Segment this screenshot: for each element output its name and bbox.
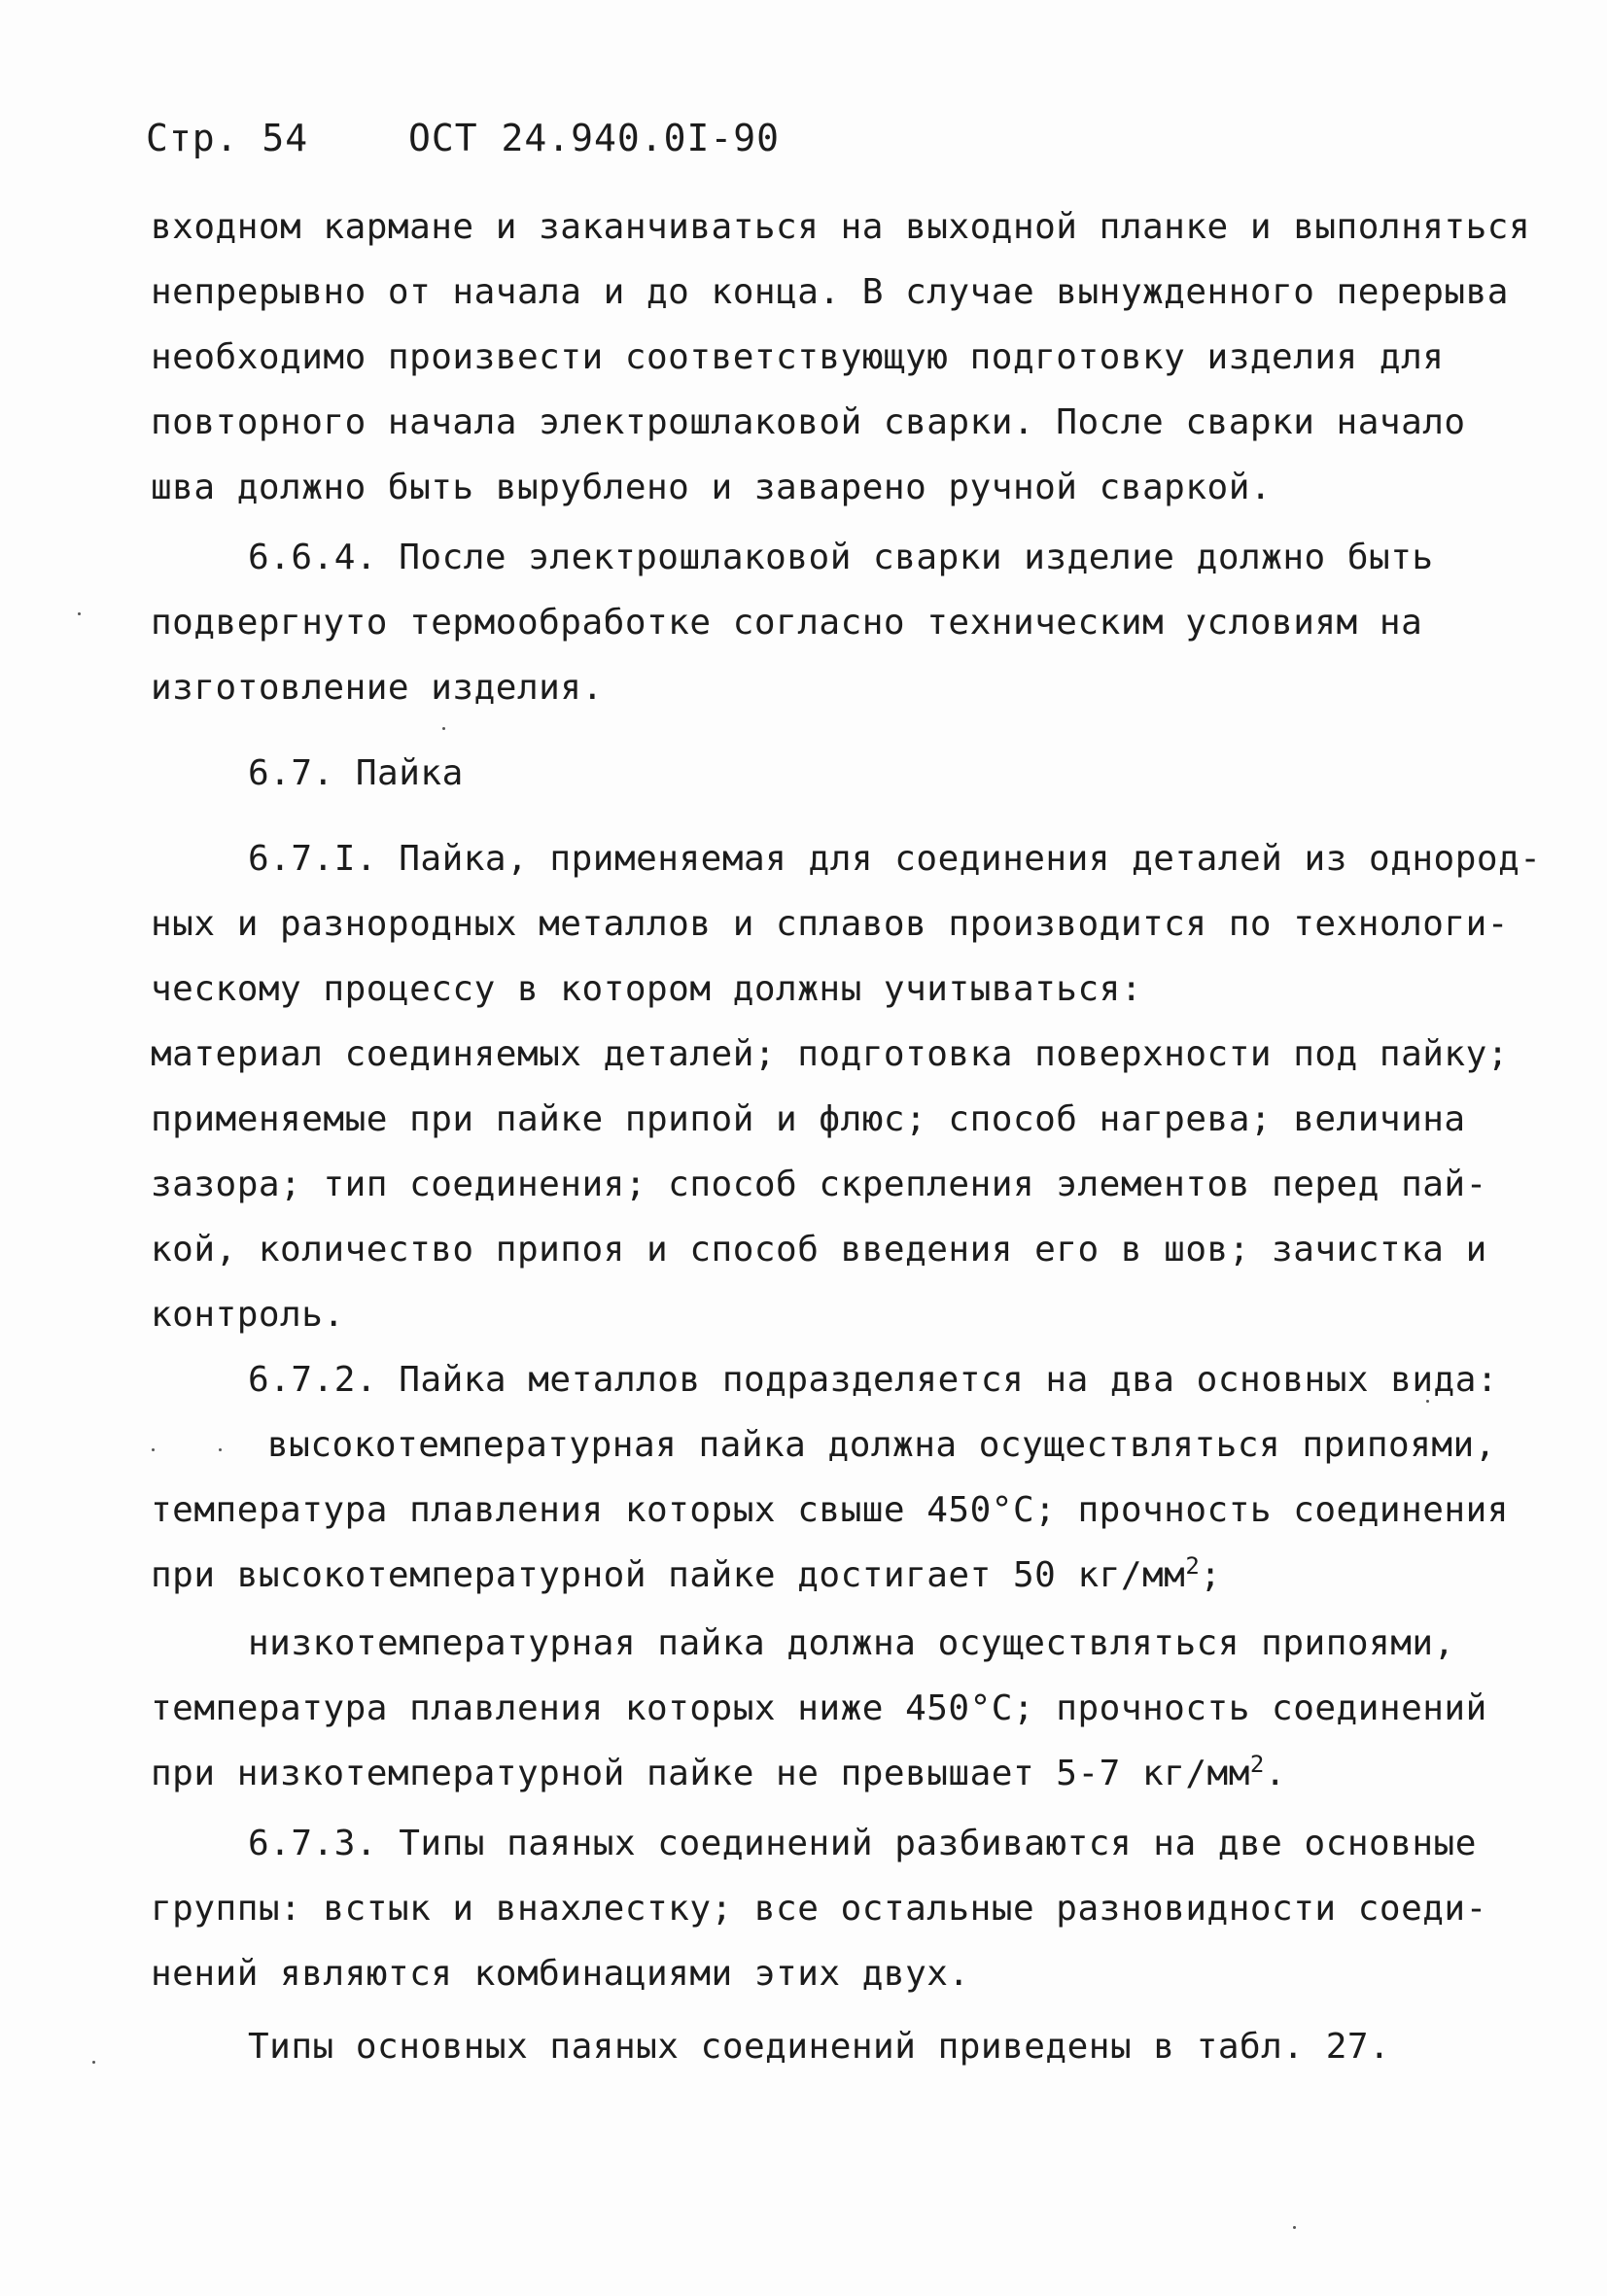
text-line: нений являются комбинациями этих двух. xyxy=(151,1954,970,1994)
text-line: ных и разнородных металлов и сплавов производится по технологи- xyxy=(151,904,1509,944)
text-line: материал соединяемых деталей; подготовка поверхности под пайку; xyxy=(151,1034,1509,1074)
text-line: кой, количество припоя и способ введения его в шов; зачистка и xyxy=(151,1230,1487,1270)
text-line: температура плавления которых свыше 450°С; прочность соединения xyxy=(151,1490,1509,1530)
text-line: необходимо произвести соответствующую подготовку изделия для xyxy=(151,337,1445,377)
clause-6-7-1: 6.7.I. Пайка, применяемая для соединения деталей из однород- xyxy=(248,839,1542,879)
text-run: . xyxy=(1264,1754,1287,1793)
text-line: ческому процессу в котором должны учитываться: xyxy=(151,969,1142,1009)
text-line: непрерывно от начала и до конца. В случае вынужденного перерыва xyxy=(151,272,1509,312)
text-line: группы: встык и внахлестку; все остальные разновидности соеди- xyxy=(151,1889,1487,1929)
page-number: Стр. 54 xyxy=(146,117,309,159)
text-line: повторного начала электрошлаковой сварки. После сварки начало xyxy=(151,402,1466,442)
text-line: подвергнуто термообработке согласно техническим условиям на xyxy=(151,603,1423,643)
text-line xyxy=(151,1751,1287,1793)
standard-code: ОСТ 24.940.0I-90 xyxy=(408,117,781,159)
scan-speck xyxy=(219,1448,222,1451)
clause-6-7-2: 6.7.2. Пайка металлов подразделяется на два основных вида: xyxy=(248,1360,1499,1400)
scan-speck xyxy=(78,612,81,615)
scan-speck xyxy=(1293,2226,1296,2229)
superscript: 2 xyxy=(1185,1552,1201,1580)
text-line: шва должно быть вырублено и заварено ручной сваркой. xyxy=(151,468,1273,507)
section-heading-6-7: 6.7. Пайка xyxy=(248,753,464,793)
text-line: входном кармане и заканчиваться на выходной планке и выполняться xyxy=(151,207,1531,247)
scan-speck xyxy=(152,1448,155,1451)
text-line: высокотемпературная пайка должна осуществляться припоями, xyxy=(267,1425,1496,1465)
text-run: при низкотемпературной пайке не превышает 5-7 кг/мм xyxy=(151,1754,1250,1793)
text-line: зазора; тип соединения; способ скрепления элементов перед пай- xyxy=(151,1165,1487,1204)
page-header xyxy=(146,117,780,159)
text-run: при высокотемпературной пайке достигает 50 кг/мм xyxy=(151,1555,1186,1595)
text-run: ; xyxy=(1200,1555,1222,1595)
text-line: изготовление изделия. xyxy=(151,668,604,708)
text-line: применяемые при пайке припой и флюс; способ нагрева; величина xyxy=(151,1099,1466,1139)
table-reference-line: Типы основных паяных соединений приведены в табл. 27. xyxy=(248,2027,1391,2067)
scan-speck xyxy=(442,727,445,730)
clause-6-7-3: 6.7.3. Типы паяных соединений разбиваются на две основные xyxy=(248,1824,1477,1863)
text-line: температура плавления которых ниже 450°С; прочность соединений xyxy=(151,1688,1487,1728)
scan-speck xyxy=(92,2061,95,2064)
text-line: низкотемпературная пайка должна осуществляться припоями, xyxy=(248,1623,1455,1663)
scan-speck xyxy=(1426,1400,1429,1403)
text-line: контроль. xyxy=(151,1295,345,1335)
clause-6-6-4: 6.6.4. После электрошлаковой сварки изделие должно быть xyxy=(248,538,1434,577)
superscript: 2 xyxy=(1249,1751,1265,1778)
text-line xyxy=(151,1552,1222,1595)
